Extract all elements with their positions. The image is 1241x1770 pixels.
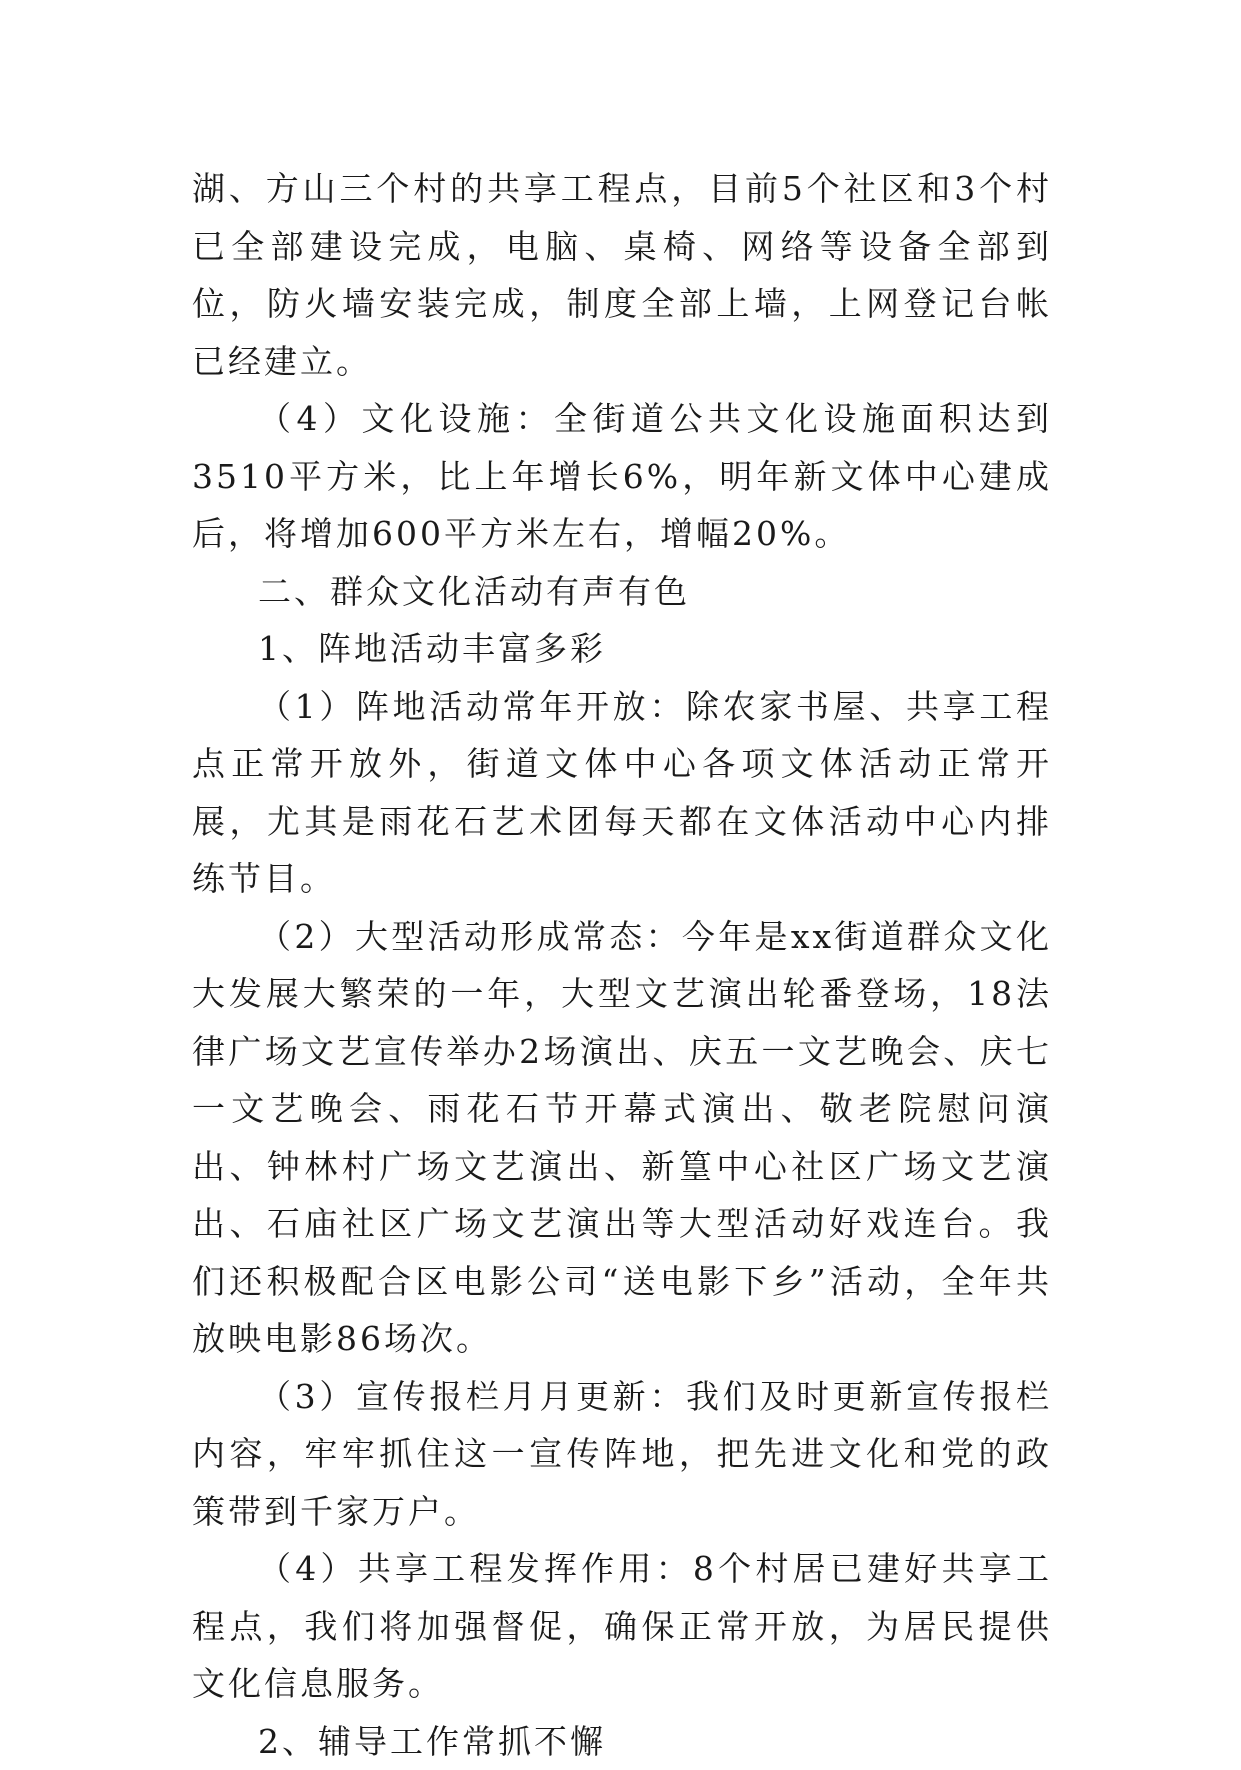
subsection-heading-guidance-work: 2、辅导工作常抓不懈 <box>192 1713 1052 1770</box>
document-body <box>192 160 1052 1770</box>
paragraph-cultural-facilities: （4）文化设施：全街道公共文化设施面积达到3510平方米，比上年增长6%，明年新文体中心建成后，将增加600平方米左右，增幅20%。 <box>192 390 1052 563</box>
paragraph-bulletin-boards: （3）宣传报栏月月更新：我们及时更新宣传报栏内容，牢牢抓住这一宣传阵地，把先进文化和党的政策带到千家万户。 <box>192 1368 1052 1541</box>
paragraph-venue-open-year-round: （1）阵地活动常年开放：除农家书屋、共享工程点正常开放外，街道文体中心各项文体活动正常开展，尤其是雨花石艺术团每天都在文体活动中心内排练节目。 <box>192 678 1052 908</box>
subsection-heading-venue-activities: 1、阵地活动丰富多彩 <box>192 620 1052 678</box>
paragraph-large-events: （2）大型活动形成常态：今年是xx街道群众文化大发展大繁荣的一年，大型文艺演出轮番登场，18法律广场文艺宣传举办2场演出、庆五一文艺晚会、庆七一文艺晚会、雨花石节开幕式演出、敬老院慰问演出、钟林村广场文艺演出、新篁中心社区广场文艺演出、石庙社区广场文艺演出等大型活动好戏连台。我们还积极配合区电影公司“送电影下乡”活动，全年共放映电影86场次。 <box>192 908 1052 1368</box>
paragraph-shared-project-points: 湖、方山三个村的共享工程点，目前5个社区和3个村已全部建设完成，电脑、桌椅、网络等设备全部到位，防火墙安装完成，制度全部上墙，上网登记台帐已经建立。 <box>192 160 1052 390</box>
section-heading-mass-culture: 二、群众文化活动有声有色 <box>192 563 1052 621</box>
paragraph-shared-project-role: （4）共享工程发挥作用：8个村居已建好共享工程点，我们将加强督促，确保正常开放，为居民提供文化信息服务。 <box>192 1540 1052 1713</box>
